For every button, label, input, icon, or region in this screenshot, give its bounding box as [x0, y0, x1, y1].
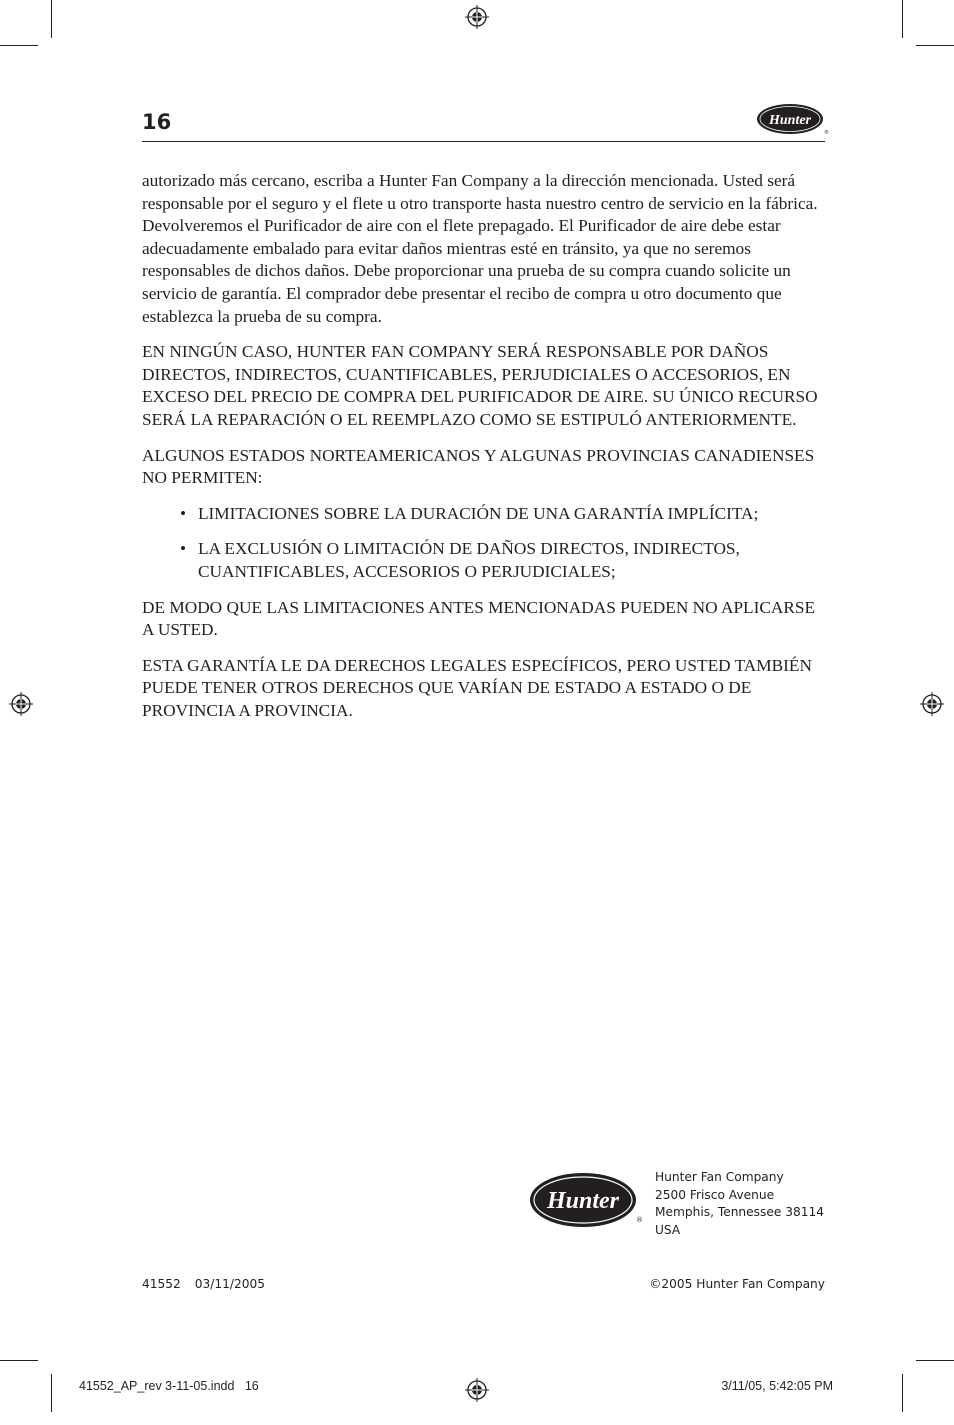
address-line: Hunter Fan Company [655, 1170, 784, 1184]
crop-mark [902, 1374, 903, 1412]
header-rule [142, 141, 825, 142]
crop-mark [0, 45, 38, 46]
hunter-logo-icon [755, 101, 827, 137]
list-item-text: LA EXCLUSIÓN O LIMITACIÓN DE DAÑOS DIRECTOS, INDIRECTOS, CUANTIFICABLES, ACCESORIOS O PERJUDICIALES; [198, 539, 740, 581]
registration-mark-icon [465, 5, 489, 29]
crop-mark [51, 0, 52, 38]
address-line: 2500 Frisco Avenue [655, 1187, 775, 1202]
page-number: 16 [142, 110, 172, 134]
svg-text:®: ® [824, 130, 829, 136]
list-item-text: LIMITACIONES SOBRE LA DURACIÓN DE UNA GARANTÍA IMPLÍCITA; [198, 503, 759, 523]
svg-text:®: ® [636, 1216, 643, 1224]
paragraph: ALGUNOS ESTADOS NORTEAMERICANOS Y ALGUNAS PROVINCIAS CANADIENSES NO PERMITEN: [142, 445, 815, 488]
bullet-icon: • [180, 539, 187, 559]
doc-date: 03/11/2005 [194, 1277, 266, 1291]
slug-filename: 41552_AP_rev 3-11-05.indd 16 [79, 1379, 259, 1393]
bullet-icon: • [180, 503, 187, 523]
paragraph: DE MODO QUE LAS LIMITACIONES ANTES MENCIONADAS PUEDEN NO APLICARSE A USTED. [142, 597, 816, 640]
warranty-text [142, 170, 825, 735]
registration-mark-icon [920, 692, 944, 716]
paragraph: EN NINGÚN CASO, HUNTER FAN COMPANY SERÁ RESPONSABLE POR DAÑOS DIRECTOS, INDIRECTOS, CUANTIFICABLES, PERJUDICIALES O ACCESORIOS, EN EXCESO DEL PRECIO DE COMPRA DEL PURIFICADOR DE AIRE. SU ÚNICO RECURSO SERÁ LA REPARACIÓN O EL REEMPLAZO COMO SE ESTIPULÓ ANTERIORMENTE. [142, 342, 818, 429]
crop-mark [0, 1360, 38, 1361]
registration-mark-icon [9, 692, 33, 716]
slug-timestamp: 3/11/05, 5:42:05 PM [721, 1379, 833, 1393]
paragraph: autorizado más cercano, escriba a Hunter Fan Company a la dirección mencionada. Usted será responsable por el seguro y el flete u otro transporte hasta nuestro centro de servicio en la fábrica. Devolveremos el Purificador de aire con el flete prepagado. El Purificador de aire debe estar adecuadamente embalado para evitar daños mientras esté en tránsito, ya que no seremos responsables de dichos daños. Debe proporcionar una prueba de su compra cuando solicite un servicio de garantía. El comprador debe presentar el recibo de compra u otro documento que establezca la prueba de su compra. [142, 171, 818, 326]
crop-mark [916, 45, 954, 46]
logo-wordmark: Hunter [546, 1188, 620, 1214]
doc-number: 41552 [142, 1277, 181, 1291]
logo-wordmark: Hunter [768, 113, 812, 128]
bullet-list [142, 503, 825, 584]
paragraph: ESTA GARANTÍA LE DA DERECHOS LEGALES ESPECÍFICOS, PERO USTED TAMBIÉN PUEDE TENER OTROS DERECHOS QUE VARÍAN DE ESTADO A ESTADO O DE PROVINCIA A PROVINCIA. [142, 655, 812, 720]
crop-mark [902, 0, 903, 38]
crop-mark [916, 1360, 954, 1361]
company-address [655, 1169, 824, 1239]
address-line: USA [655, 1222, 681, 1237]
copyright: ©2005 Hunter Fan Company [649, 1277, 825, 1291]
list-item [142, 503, 825, 526]
list-item [142, 538, 825, 583]
address-line: Memphis, Tennessee 38114 [655, 1205, 824, 1219]
registration-mark-icon [465, 1378, 489, 1402]
crop-mark [51, 1374, 52, 1412]
hunter-logo-icon [528, 1170, 642, 1230]
document-code [142, 1277, 265, 1291]
